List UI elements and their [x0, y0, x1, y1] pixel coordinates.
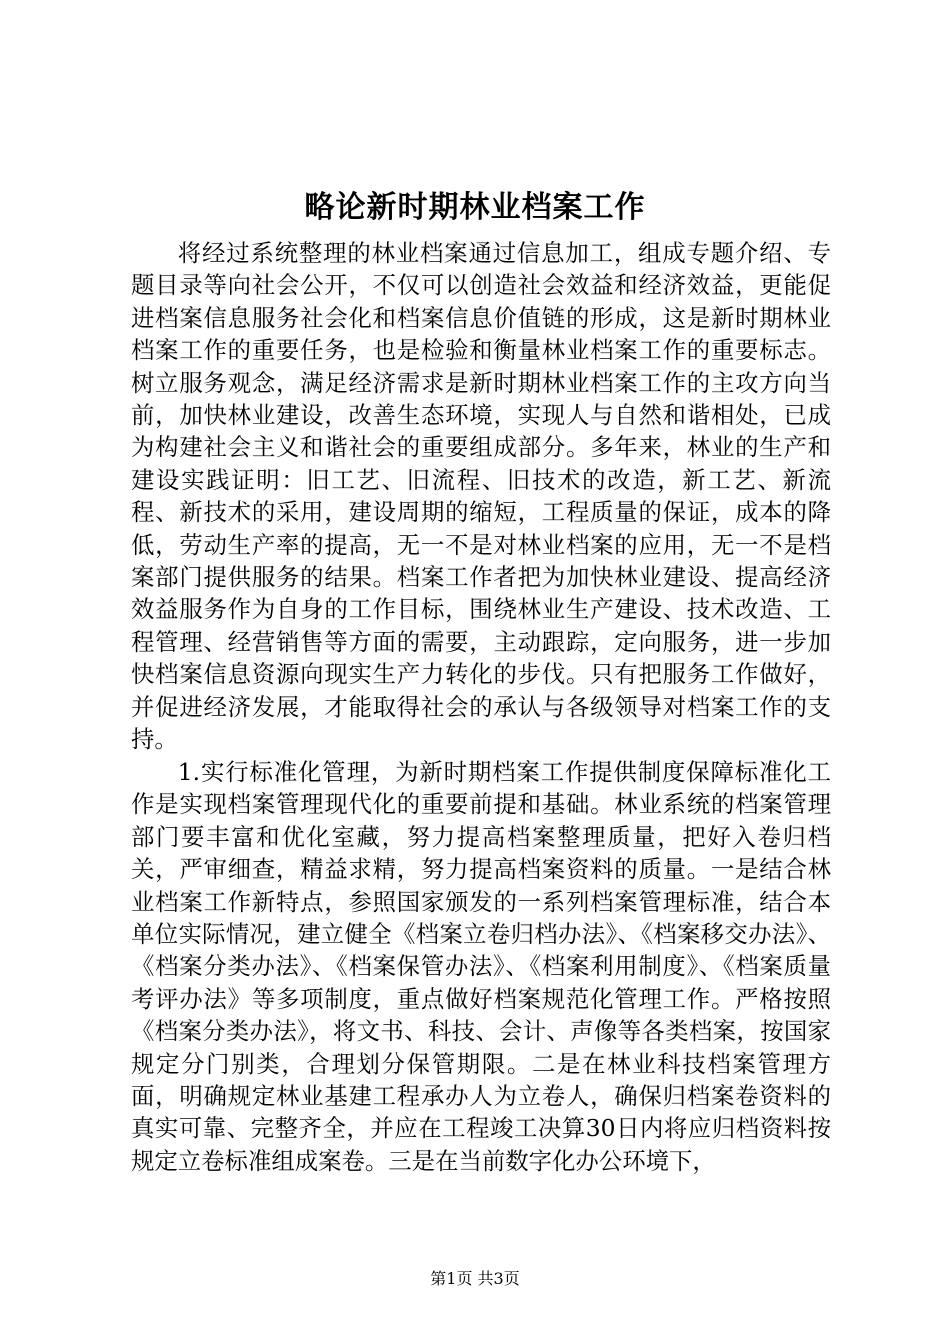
page-footer: 第1页 共3页 [430, 1269, 520, 1288]
body-paragraph-2: 1.实行标准化管理，为新时期档案工作提供制度保障标准化工作是实现档案管理现代化的重要前提和基础。林业系统的档案管理部门要丰富和优化室藏，努力提高档案整理质量，把好入卷归档关，严审细查，精益求精，努力提高档案资料的质量。一是结合林业档案工作新特点，参照国家颁发的一系列档案管理标准，结合本单位实际情况，建立健全《档案立卷归档办法》、《档案移交办法》、《档案分类办法》、《档案保管办法》、《档案利用制度》、《档案质量考评办法》等多项制度，重点做好档案规范化管理工作。严格按照《档案分类办法》，将文书、科技、会计、声像等各类档案，按国家规定分门别类，合理划分保管期限。二是在林业科技档案管理方面，明确规定林业基建工程承办人为立卷人，确保归档案卷资料的真实可靠、完整齐全，并应在工程竣工决算30日内将应归档资料按规定立卷标准组成案卷。三是在当前数字化办公环境下， [131, 758, 831, 1175]
body-paragraph-1: 将经过系统整理的林业档案通过信息加工，组成专题介绍、专题目录等向社会公开，不仅可以创造社会效益和经济效益，更能促进档案信息服务社会化和档案信息价值链的形成，这是新时期林业档案工作的重要任务，也是检验和衡量林业档案工作的重要标志。树立服务观念，满足经济需求是新时期林业档案工作的主攻方向当前，加快林业建设，改善生态环境，实现人与自然和谐相处，已成为构建社会主义和谐社会的重要组成部分。多年来，林业的生产和建设实践证明：旧工艺、旧流程、旧技术的改造，新工艺、新流程、新技术的采用，建设周期的缩短，工程质量的保证，成本的降低，劳动生产率的提高，无一不是对林业档案的应用，无一不是档案部门提供服务的结果。档案工作者把为加快林业建设、提高经济效益服务作为自身的工作目标，围绕林业生产建设、技术改造、工程管理、经营销售等方面的需要，主动跟踪，定向服务，进一步加快档案信息资源向现实生产力转化的步伐。只有把服务工作做好，并促进经济发展，才能取得社会的承认与各级领导对档案工作的支持。 [131, 239, 831, 754]
document-title: 略论新时期林业档案工作 [304, 190, 646, 225]
